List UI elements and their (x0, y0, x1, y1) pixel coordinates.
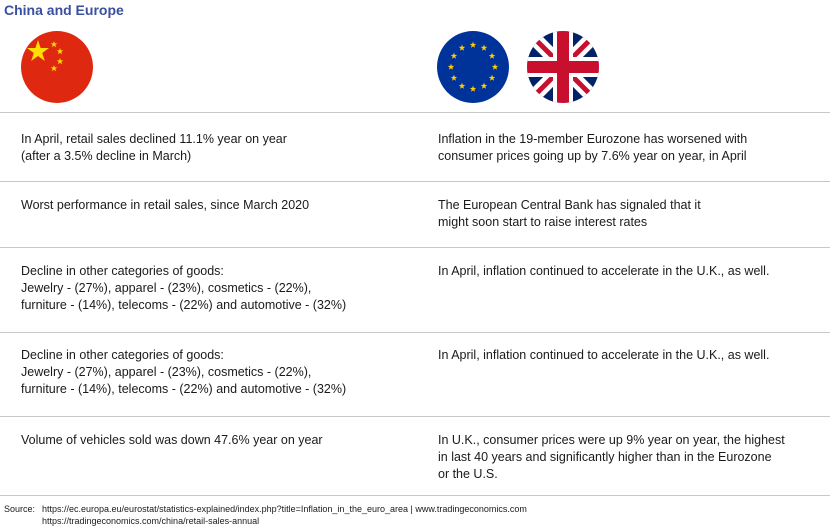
europe-row-4: In April, inflation continued to accelerate in the U.K., as well. (438, 348, 770, 362)
europe-row-2: The European Central Bank has signaled that it might soon start to raise interest rates (438, 198, 701, 229)
source-note (4, 503, 527, 527)
china-row-1: In April, retail sales declined 11.1% year on year (after a 3.5% decline in March) (21, 132, 287, 163)
divider (0, 495, 830, 496)
eu-flag-icon (437, 31, 509, 103)
source-link-2: https://tradingeconomics.com/china/retail-sales-annual (42, 516, 260, 526)
divider (0, 416, 830, 417)
divider (0, 112, 830, 113)
europe-row-1: Inflation in the 19-member Eurozone has worsened with consumer prices going up by 7.6% year on year, in April (438, 132, 748, 163)
europe-row-3: In April, inflation continued to accelerate in the U.K., as well. (438, 264, 770, 278)
source-link-1: https://ec.europa.eu/eurostat/statistics-explained/index.php?title=Inflation_in_the_euro_area | www.tradingeconomics.com (42, 504, 527, 514)
source-label: Source: (4, 504, 36, 514)
china-row-3: Decline in other categories of goods: Jewelry - (27%), apparel - (23%), cosmetics - (22%), furniture - (14%), telecoms - (22%) and automotive - (32%) (21, 264, 347, 312)
china-flag-icon (21, 31, 93, 103)
china-row-2: Worst performance in retail sales, since March 2020 (21, 198, 310, 212)
china-row-5: Volume of vehicles sold was down 47.6% year on year (21, 433, 323, 447)
uk-flag-icon (527, 31, 599, 103)
page-title: China and Europe (4, 2, 124, 18)
china-row-4: Decline in other categories of goods: Jewelry - (27%), apparel - (23%), cosmetics - (22%), furniture - (14%), telecoms - (22%) and automotive - (32%) (21, 348, 347, 396)
divider (0, 247, 830, 248)
europe-row-5: In U.K., consumer prices were up 9% year on year, the highest in last 40 years and significantly higher than in the Eurozone or the U.S. (438, 433, 785, 481)
divider (0, 181, 830, 182)
divider (0, 332, 830, 333)
